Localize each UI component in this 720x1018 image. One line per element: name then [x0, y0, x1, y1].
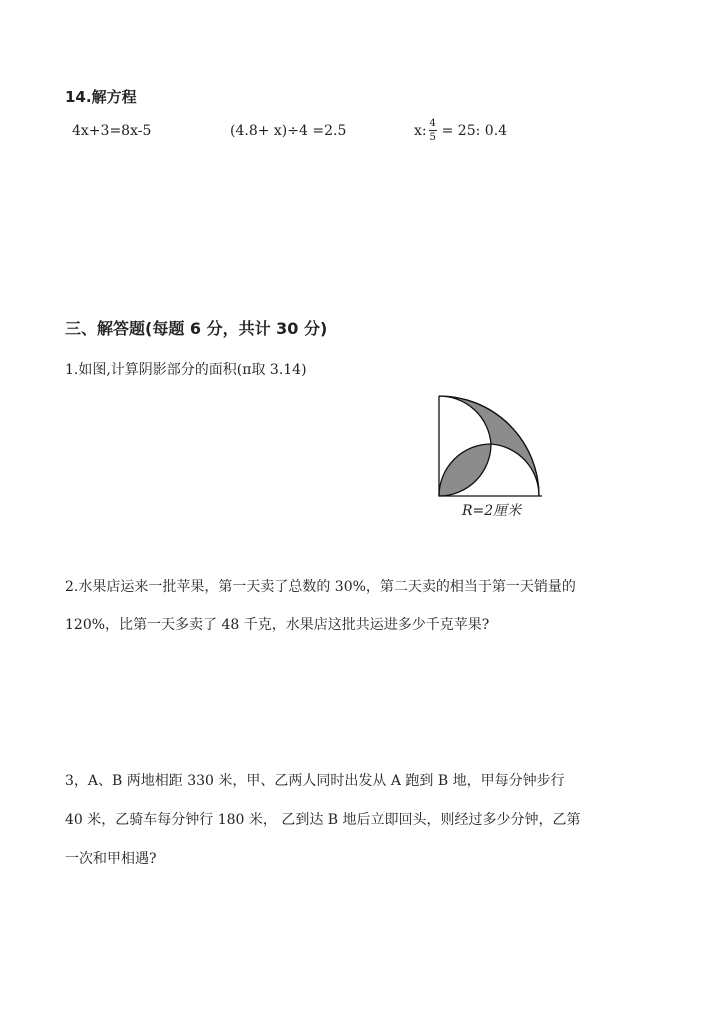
equation-3 [414, 118, 507, 143]
fraction [429, 118, 437, 143]
problem-3-line-2: 40 米，乙骑车每分钟行 180 米， 乙到达 B 地后立即回头，则经过多少分钟，乙第 [65, 812, 581, 828]
figure-radius-label: R=2厘米 [462, 503, 522, 519]
shaded-lower-lens [439, 444, 491, 496]
fraction-numerator: 4 [429, 118, 436, 129]
section-title: 三、解答题(每题 6 分，共计 30 分) [65, 319, 328, 338]
equation-3-rest: = 25: 0.4 [441, 122, 508, 139]
problem-3-line-3: 一次和甲相遇? [65, 851, 157, 867]
problem-3-line-1: 3，A、B 两地相距 330 米，甲、乙两人同时出发从 A 跑到 B 地，甲每分钟步行 [65, 773, 565, 789]
shaded-area-figure [436, 393, 546, 503]
fraction-denominator: 5 [429, 132, 436, 143]
quarter-circle-diagram [436, 393, 546, 499]
problem-1-text: 1.如图,计算阴影部分的面积(π取 3.14) [65, 362, 307, 378]
equation-2: (4.8+ x)÷4 =2.5 [230, 123, 347, 139]
fraction-bar [429, 130, 437, 131]
equation-3-prefix: x: [414, 122, 427, 139]
problem-2-line-1: 2.水果店运来一批苹果，第一天卖了总数的 30%，第二天卖的相当于第一天销量的 [65, 579, 576, 595]
question-14-title: 14.解方程 [65, 88, 137, 106]
equation-1: 4x+3=8x-5 [72, 123, 152, 139]
problem-2-line-2: 120%，比第一天多卖了 48 千克，水果店这批共运进多少千克苹果? [65, 617, 490, 633]
